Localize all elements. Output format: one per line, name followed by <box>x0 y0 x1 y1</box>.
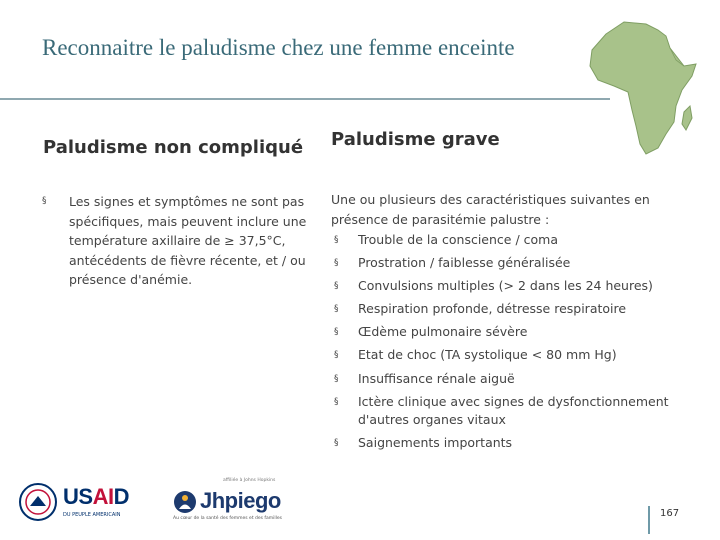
bullet-marker: § <box>334 304 339 315</box>
bullet-marker: § <box>334 258 339 269</box>
heading-severe-malaria: Paludisme grave <box>331 129 500 150</box>
slide-title: Reconnaitre le paludisme chez une femme enceinte <box>42 35 515 60</box>
list-item <box>331 300 691 319</box>
list-item-text: Convulsions multiples (> 2 dans les 24 heures) <box>358 278 653 294</box>
list-item-text: Ictère clinique avec signes de dysfonctionnement d'autres organes vitaux <box>358 393 669 428</box>
list-item-text: Insuffisance rénale aiguë <box>358 370 515 386</box>
bullet-marker: § <box>334 235 339 245</box>
list-item <box>331 277 691 296</box>
bullet-marker: § <box>334 327 339 338</box>
list-item-text: Prostration / faiblesse généralisée <box>358 255 571 271</box>
severe-criteria-list <box>331 231 691 453</box>
jhpiego-tagline: Au cœur de la santé des femmes et des familles <box>173 516 282 521</box>
bullet-marker: § <box>334 438 339 449</box>
footer-logos <box>18 478 288 528</box>
bullet-marker: § <box>334 373 339 384</box>
list-item <box>331 323 691 342</box>
heading-uncomplicated-malaria: Paludisme non compliqué <box>43 137 304 158</box>
list-item-text: Etat de choc (TA systolique < 80 mm Hg) <box>358 347 617 363</box>
list-item <box>331 434 691 453</box>
severe-intro: Une ou plusieurs des caractéristiques suivantes en présence de parasitémie palustre : <box>331 192 650 227</box>
page-number: 167 <box>660 508 680 519</box>
page-number-divider <box>648 506 650 534</box>
list-item <box>331 346 691 365</box>
list-item-text: Œdème pulmonaire sévère <box>358 324 528 340</box>
list-item-text: Saignements importants <box>358 435 513 451</box>
severe-section <box>331 190 691 457</box>
jhpiego-emblem-icon <box>173 490 197 514</box>
jhpiego-affiliation: affiliée à Johns Hopkins <box>223 478 276 483</box>
jhpiego-logo: Jhpiego <box>200 488 281 513</box>
usaid-logo: USAID <box>63 484 129 509</box>
list-item <box>331 231 691 250</box>
list-item <box>331 254 691 273</box>
title-divider <box>0 98 610 100</box>
bullet-marker: § <box>334 396 339 407</box>
list-item-text: Respiration profonde, détresse respiratoire <box>358 301 627 317</box>
bullet-marker: § <box>334 281 339 292</box>
africa-map-icon <box>584 14 704 164</box>
bullet-marker: § <box>334 350 339 361</box>
usaid-seal-icon <box>18 482 58 522</box>
list-item-text: Trouble de la conscience / coma <box>358 232 558 247</box>
usaid-tagline: DU PEUPLE AMERICAIN <box>63 512 121 518</box>
list-item <box>331 370 691 389</box>
list-item <box>331 393 691 430</box>
bullet-marker: § <box>42 196 47 206</box>
uncomplicated-description: Les signes et symptômes ne sont pas spécifiques, mais peuvent inclure une température axillaire de ≥ 37,5°C, antécédents de fièvre récente, et / ou présence d'anémie. <box>69 194 307 287</box>
